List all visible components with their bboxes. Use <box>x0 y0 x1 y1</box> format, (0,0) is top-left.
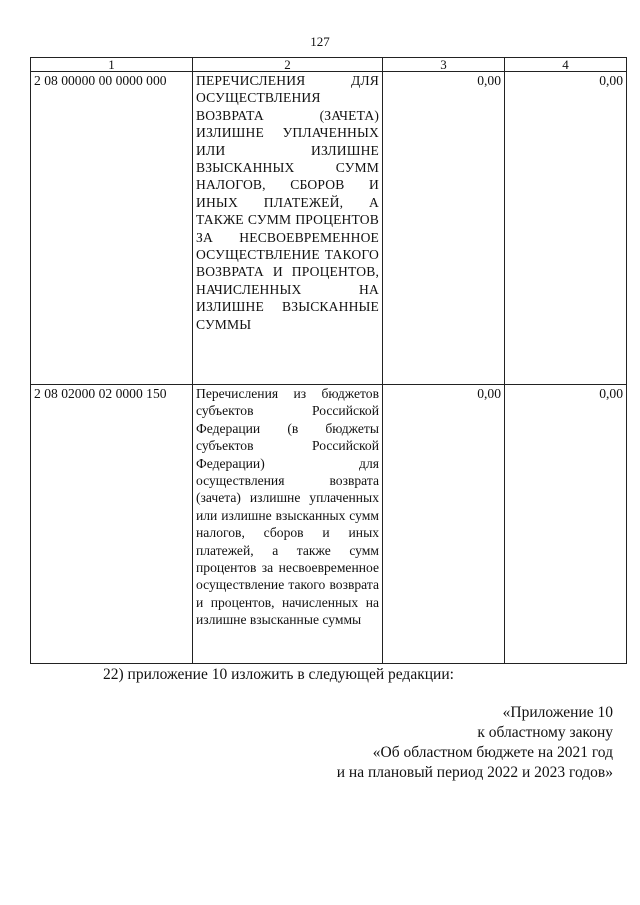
column-header-1: 1 <box>31 58 193 72</box>
budget-code-cell: 2 08 02000 02 0000 150 <box>31 385 193 664</box>
income-name-cell: ПЕРЕЧИСЛЕНИЯ ДЛЯ ОСУЩЕСТВЛЕНИЯ ВОЗВРАТА (ЗАЧЕТА) ИЗЛИШНЕ УПЛАЧЕННЫХ ИЛИ ИЗЛИШНЕ ВЗЫСКАННЫХ СУММ НАЛОГОВ, СБОРОВ И ИНЫХ ПЛАТЕЖЕЙ, А ТАКЖЕ СУММ ПРОЦЕНТОВ ЗА НЕСВОЕВРЕМЕННОЕ ОСУЩЕСТВЛЕНИЕ ТАКОГО ВОЗВРАТА И ПРОЦЕНТОВ, НАЧИСЛЕННЫХ НА ИЗЛИШНЕ ВЗЫСКАННЫЕ СУММЫ <box>193 72 383 385</box>
table-row <box>31 72 627 385</box>
table-row <box>31 385 627 664</box>
amendment-paragraph: 22) приложение 10 изложить в следующей редакции: <box>103 666 454 683</box>
appendix-title: «Приложение 10 <box>502 704 613 721</box>
column-header-4: 4 <box>505 58 627 72</box>
appendix-law-period: и на плановый период 2022 и 2023 годов» <box>336 764 613 781</box>
amount-2022-cell: 0,00 <box>383 72 505 385</box>
column-header-3: 3 <box>383 58 505 72</box>
appendix-law-title: «Об областном бюджете на 2021 год <box>372 744 613 761</box>
table-header-row <box>31 58 627 72</box>
amount-2022-cell: 0,00 <box>383 385 505 664</box>
income-name-cell: Перечисления из бюджетов субъектов Российской Федерации (в бюджеты субъектов Российской Федерации) для осуществления возврата (зачета) излишне уплаченных или излишне взысканных сумм налогов, сборов и иных платежей, а также сумм процентов за несвоевременное осуществление такого возврата и процентов, начисленных на излишне взысканные суммы <box>193 385 383 664</box>
budget-table <box>30 57 627 664</box>
page-number: 127 <box>310 34 330 49</box>
budget-code-cell: 2 08 00000 00 0000 000 <box>31 72 193 385</box>
amount-2023-cell: 0,00 <box>505 72 627 385</box>
column-header-2: 2 <box>193 58 383 72</box>
amount-2023-cell: 0,00 <box>505 385 627 664</box>
appendix-header <box>337 703 613 783</box>
appendix-law-reference: к областному закону <box>477 724 613 741</box>
